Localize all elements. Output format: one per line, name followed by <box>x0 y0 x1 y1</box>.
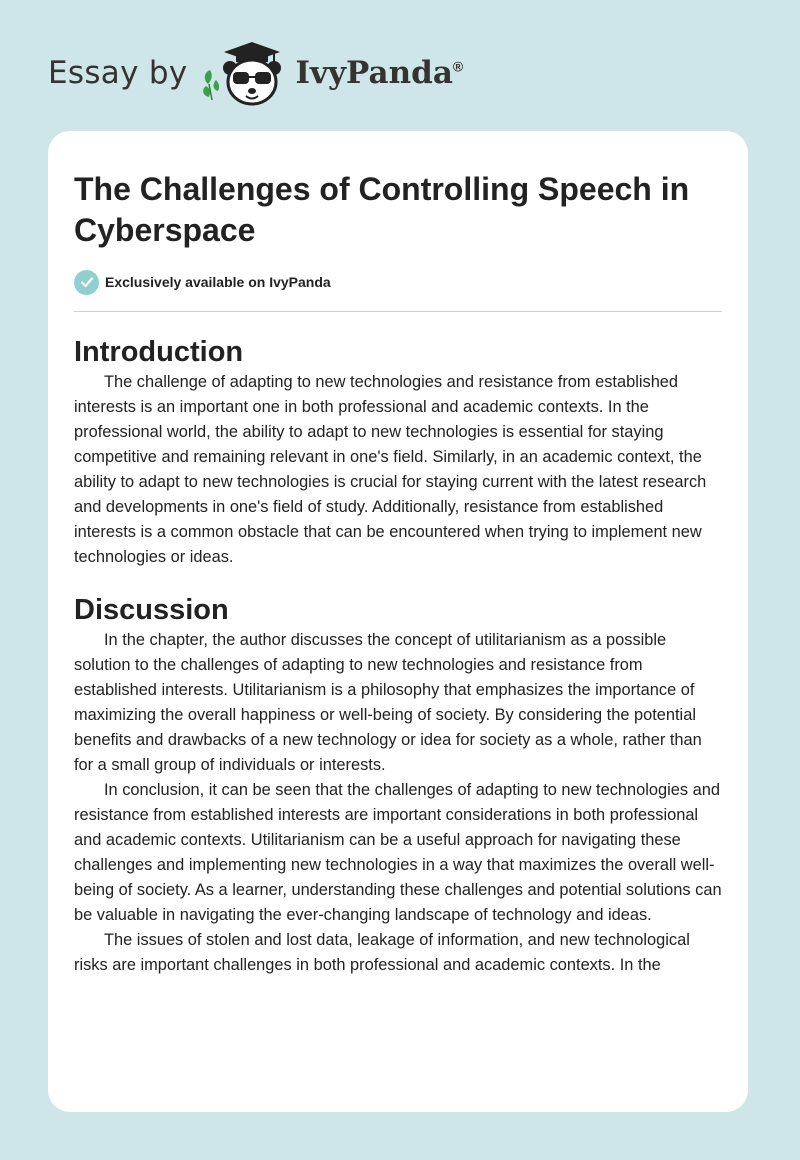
paragraph: In the chapter, the author discusses the concept of utilitarianism as a possible solution to the challenges of adapting to new technologies and resistance from established interests. Utilitarianism is a philosophy that emphasizes the importance of maximizing the overall happiness or well-being of society. By considering the potential benefits and drawbacks of a new technology or idea for society as a whole, rather than for a small group of individuals or interests. <box>74 631 702 774</box>
registered-mark: ® <box>452 58 464 75</box>
paragraph: In conclusion, it can be seen that the challenges of adapting to new technologies and resistance from established interests are important considerations in both professional and academic contexts. Utilitarianism can be a useful approach for navigating these challenges and implementing new technologies in a way that maximizes the overall well-being of society. As a learner, understanding these challenges and potential solutions can be valuable in navigating the ever-changing landscape of technology and ideas. <box>74 781 722 924</box>
brand-name[interactable] <box>296 55 464 91</box>
panda-graduate-icon[interactable] <box>200 38 292 108</box>
brand-text: IvyPanda <box>295 55 453 91</box>
exclusive-badge <box>74 269 722 295</box>
section-heading-discussion: Discussion <box>74 594 229 626</box>
ivy-leaf-icon <box>203 70 219 100</box>
page-title: The Challenges of Controlling Speech in Cyberspace <box>74 171 690 248</box>
site-header <box>48 38 508 108</box>
paragraph: The issues of stolen and lost data, leakage of information, and new technological risks are important challenges in both professional and academic contexts. In the <box>74 931 690 974</box>
essay-card <box>48 131 748 1112</box>
essay-by-label: Essay by <box>48 55 188 91</box>
check-badge-icon <box>74 270 99 295</box>
section-heading-introduction: Introduction <box>74 336 244 368</box>
exclusive-label: Exclusively available on IvyPanda <box>105 274 331 290</box>
divider <box>74 311 722 312</box>
paragraph: The challenge of adapting to new technologies and resistance from established interests is an important one in both professional and academic contexts. In the professional world, the ability to adapt to new technologies is essential for staying competitive and remaining relevant in one's field. Similarly, in an academic context, the ability to adapt to new technologies is crucial for staying current with the latest research and developments in one's field of study. Additionally, resistance from established interests is a common obstacle that can be encountered when trying to implement new technologies or ideas. <box>74 373 707 566</box>
